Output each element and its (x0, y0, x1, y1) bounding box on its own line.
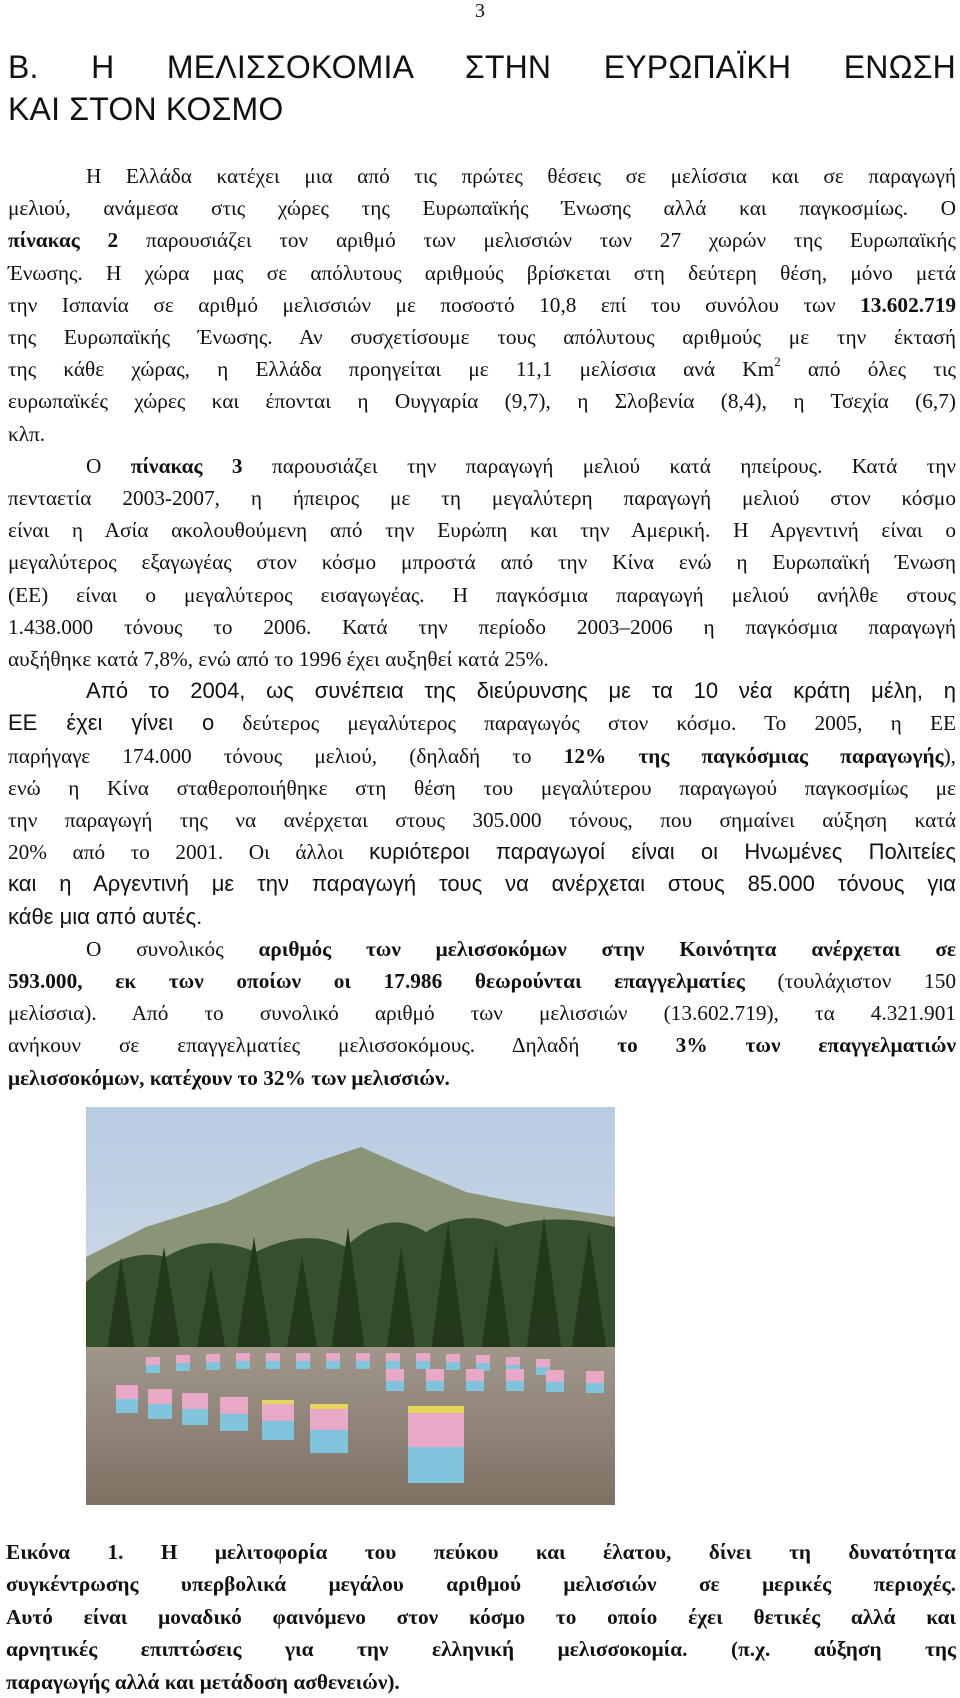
paragraph-3 (8, 675, 956, 933)
text-line (8, 740, 956, 772)
section-title-line-2: ΚΑΙ ΣΤΟΝ ΚΟΣΜΟ (8, 91, 284, 127)
text-line (8, 1029, 956, 1061)
table-ref: πίνακας 2 (8, 228, 119, 253)
text-run: την Ισπανία σε αριθμό μελισσιών με ποσοστό 10,8 επί του συνόλου των (8, 292, 861, 317)
bold-phrase: μελισσοκόμων, κατέχουν το 32% των μελισσιών. (8, 1065, 450, 1090)
bold-phrase: 12% της παγκόσμιας παραγωγής (563, 743, 944, 768)
text-run: παρήγαγε 174.000 τόνους μελιού, (δηλαδή το (8, 743, 564, 768)
text-line: Η Ελλάδα κατέχει μια από τις πρώτες θέσεις σε μελίσσια και σε παραγωγή (86, 164, 956, 188)
text-line: (ΕΕ) είναι ο μεγαλύτερος εισαγωγέας. Η παγκόσμια παραγωγή μελιού ανήλθε στους (8, 582, 956, 607)
text-line (8, 450, 956, 482)
text-line: της Ευρωπαϊκής Ένωσης. Αν συσχετίσουμε τους απόλυτους αριθμούς με την έκτασή (8, 325, 956, 350)
text-line (8, 1062, 956, 1094)
table-ref: πίνακας 3 (130, 453, 243, 478)
text-run: από όλες τις (780, 357, 956, 382)
paragraph-1 (8, 160, 956, 450)
section-title (8, 46, 956, 130)
text-run: κυριότεροι παραγωγοί είναι οι Ηνωμένες Πολιτείες (369, 839, 956, 865)
text-line: είναι η Ασία ακολουθούμενη από την Ευρώπη και την Αμερική. Η Αργεντινή είναι ο (8, 518, 956, 543)
text-line: ευρωπαϊκές χώρες και έπονται η Ουγγαρία (9,7), η Σλοβενία (8,4), η Τσεχία (6,7) (8, 389, 956, 414)
text-line: κάθε μια από αυτές. (8, 903, 203, 929)
figure-caption (6, 1536, 956, 1698)
paragraph-2 (8, 450, 956, 675)
bold-phrase: 593.000, εκ των οποίων οι 17.986 θεωρούνται επαγγελματίες (8, 969, 745, 994)
text-line: Ένωσης. Η χώρα μας σε απόλυτους αριθμούς βρίσκεται στη δεύτερη θέση, μόνο μετά (8, 260, 956, 285)
text-line (8, 289, 956, 321)
text-line: και η Αργεντινή με την παραγωγή τους να ανέρχεται στους 85.000 τόνους για (8, 871, 956, 897)
text-line: αυξήθηκε κατά 7,8%, ενώ από το 1996 έχει αυξηθεί κατά 25%. (8, 647, 549, 672)
text-line: την παραγωγή της να ανέρχεται στους 305.000 τόνους, που σημαίνει αύξηση κατά (8, 808, 956, 833)
text-line (8, 707, 956, 739)
text-run: της κάθε χώρας, η Ελλάδα προηγείται με 11,1 μελίσσια ανά Km (8, 357, 775, 382)
text-line: μεγαλύτερος εξαγωγέας στον κόσμο μπροστά από την Κίνα ενώ η Ευρωπαϊκή Ένωση (8, 550, 956, 575)
text-line: 1.438.000 τόνους το 2006. Κατά την περίοδο 2003–2006 η παγκόσμια παραγωγή (8, 614, 956, 639)
ground (86, 1347, 615, 1505)
text-run: παρουσιάζει την παραγωγή μελιού κατά ηπείρους. Κατά την (242, 453, 956, 478)
text-line (8, 965, 956, 997)
text-run: ΕΕ έχει γίνει ο (8, 710, 215, 736)
text-run: παρουσιάζει τον αριθμό των μελισσιών των 27 χωρών της Ευρωπαϊκής (118, 228, 956, 253)
text-line: πενταετία 2003-2007, η ήπειρος με τη μεγαλύτερη παραγωγή μελιού στον κόσμο (8, 486, 956, 511)
text-run: δεύτερος μεγαλύτερος παραγωγός στον κόσμο. Το 2005, η ΕΕ (214, 711, 956, 736)
text-run: 20% από το 2001. Οι άλλοι (8, 840, 370, 865)
caption-line: Αυτό είναι μοναδικό φαινόμενο στον κόσμο το οποίο έχει θετικές αλλά και (6, 1604, 956, 1629)
text-run: Ο συνολικός (86, 936, 259, 961)
bold-phrase: αριθμός των μελισσοκόμων στην Κοινότητα ανέρχεται σε (258, 936, 956, 961)
text-line (8, 224, 956, 256)
caption-line: Εικόνα 1. Η μελιτοφορία του πεύκου και έλατου, δίνει τη δυνατότητα (6, 1540, 956, 1564)
text-line: ενώ η Κίνα σταθεροποιήθηκε στη θέση του μεγαλύτερου παραγωγού παγκοσμίως με (8, 775, 956, 800)
superscript: 2 (774, 354, 781, 370)
text-run: ανήκουν σε επαγγελματίες μελισσοκόμους. Δηλαδή (8, 1033, 618, 1058)
caption-line: συγκέντρωσης υπερβολικά μεγάλου αριθμού μελισσιών σε μερικές περιοχές. (6, 1572, 956, 1597)
text-line: Από το 2004, ως συνέπεια της διεύρυνσης με τα 10 νέα κράτη μέλη, η (86, 678, 956, 704)
beehives-photo-illustration (86, 1107, 615, 1505)
text-line (8, 836, 956, 868)
body-text (8, 160, 956, 1094)
bold-phrase: το 3% των επαγγελματιών (617, 1033, 956, 1058)
text-line (8, 353, 956, 385)
text-line (8, 933, 956, 965)
text-run: Ο (86, 453, 131, 478)
text-line: κλπ. (8, 421, 46, 446)
text-run: (τουλάχιστον 150 (744, 969, 956, 994)
text-run: ), (943, 743, 956, 768)
paragraph-4 (8, 933, 956, 1094)
caption-line: παραγωγής αλλά και μετάδοση ασθενειών). (6, 1669, 400, 1694)
text-line: μελίσσια). Από το συνολικό αριθμό των μελισσιών (13.602.719), τα 4.321.901 (8, 1001, 956, 1026)
beehives-photo (86, 1107, 615, 1505)
section-title-line-1: Β. Η ΜΕΛΙΣΣΟΚΟΜΙΑ ΣΤΗΝ ΕΥΡΩΠΑΪΚΗ ΕΝΩΣΗ (8, 49, 956, 85)
caption-line: αρνητικές επιπτώσεις για την ελληνική μελισσοκομία. (π.χ. αύξηση της (6, 1637, 956, 1662)
bold-number: 13.602.719 (860, 292, 956, 317)
page-number: 3 (475, 0, 485, 22)
text-line: μελιού, ανάμεσα στις χώρες της Ευρωπαϊκής Ένωσης αλλά και παγκοσμίως. Ο (8, 196, 956, 221)
